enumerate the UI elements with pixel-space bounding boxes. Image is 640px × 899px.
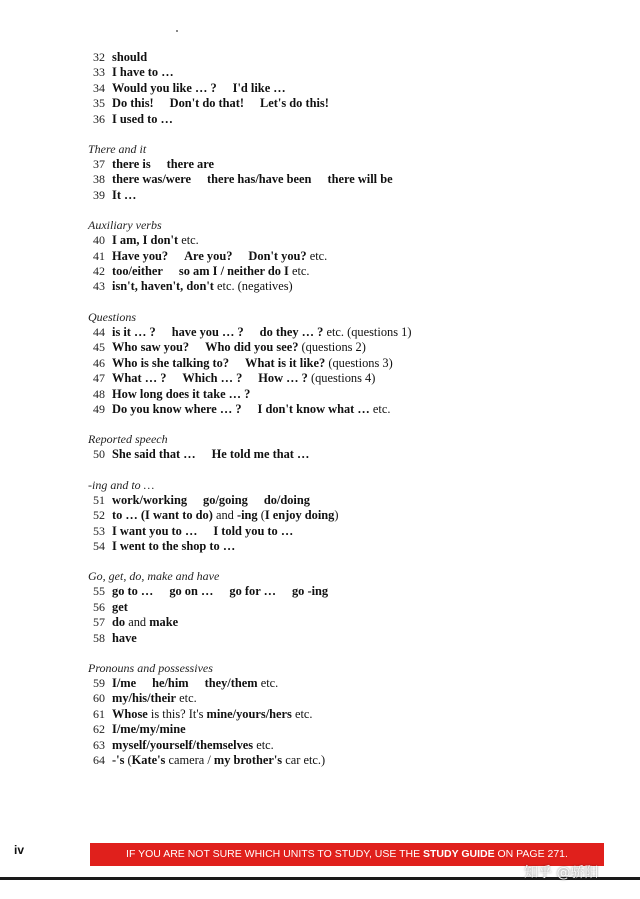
unit-term: I told you to … bbox=[213, 523, 294, 538]
unit-title bbox=[112, 249, 327, 264]
banner-text-after: ON PAGE 271. bbox=[494, 848, 568, 860]
section bbox=[86, 142, 566, 203]
unit-note: etc. bbox=[176, 691, 197, 706]
unit-note: and bbox=[212, 508, 237, 523]
unit-title bbox=[112, 631, 137, 646]
scan-speck bbox=[176, 30, 178, 32]
unit-title bbox=[112, 325, 411, 340]
unit-number: 35 bbox=[93, 96, 105, 111]
unit-number: 58 bbox=[93, 630, 105, 645]
unit-row bbox=[86, 722, 566, 737]
unit-term: I/me bbox=[112, 675, 137, 690]
unit-note: car etc.) bbox=[282, 753, 326, 767]
unit-number: 34 bbox=[93, 80, 105, 95]
unit-term: I used to … bbox=[112, 111, 173, 126]
section bbox=[86, 478, 566, 555]
unit-term: to … (I want to do) bbox=[112, 508, 213, 523]
unit-title bbox=[112, 676, 278, 691]
unit-title bbox=[112, 493, 310, 508]
unit-row bbox=[86, 96, 566, 111]
unit-term: I am, I don't bbox=[112, 233, 179, 248]
unit-term: Don't do that! bbox=[169, 96, 245, 111]
unit-term: What … ? bbox=[112, 371, 167, 386]
unit-row bbox=[86, 65, 566, 80]
unit-title bbox=[112, 387, 250, 402]
unit-title bbox=[112, 356, 393, 371]
unit-term: Whose bbox=[112, 706, 148, 721]
unit-row bbox=[86, 157, 566, 172]
unit-term: Do this! bbox=[112, 96, 154, 111]
unit-note: etc. bbox=[253, 737, 274, 752]
unit-term: It … bbox=[112, 187, 137, 202]
unit-term: I want you to … bbox=[112, 523, 198, 538]
unit-term: What is it like? bbox=[245, 355, 326, 370]
unit-title bbox=[112, 402, 390, 417]
unit-term: Let's do this! bbox=[260, 96, 329, 111]
unit-title bbox=[112, 753, 325, 768]
unit-term: How … ? bbox=[258, 371, 308, 386]
section-heading: There and it bbox=[88, 142, 147, 157]
unit-number: 32 bbox=[93, 50, 105, 64]
unit-number: 41 bbox=[93, 248, 105, 263]
unit-number: 45 bbox=[93, 340, 105, 355]
unit-number: 56 bbox=[93, 599, 105, 614]
banner-text-bold: STUDY GUIDE bbox=[423, 848, 495, 860]
unit-term: so am I / neither do I bbox=[178, 264, 289, 279]
unit-title bbox=[112, 50, 147, 65]
unit-row bbox=[86, 356, 566, 371]
unit-number: 42 bbox=[93, 264, 105, 279]
unit-row bbox=[86, 631, 566, 646]
unit-note: etc. bbox=[306, 248, 328, 263]
unit-term: mine/yours/hers bbox=[206, 706, 292, 721]
section bbox=[86, 50, 566, 127]
unit-note: etc. bbox=[288, 264, 310, 279]
unit-row bbox=[86, 584, 566, 599]
unit-term: I have to … bbox=[112, 65, 174, 80]
unit-term: Would you like … ? bbox=[112, 80, 217, 95]
unit-title bbox=[112, 371, 375, 386]
unit-row bbox=[86, 508, 566, 523]
unit-title bbox=[112, 600, 128, 615]
unit-number: 49 bbox=[93, 401, 105, 416]
unit-term: do they … ? bbox=[259, 324, 324, 339]
unit-row bbox=[86, 112, 566, 127]
unit-note: etc. (negatives) bbox=[213, 279, 293, 294]
unit-term: get bbox=[112, 599, 128, 614]
unit-title bbox=[112, 722, 186, 737]
unit-term: should bbox=[112, 50, 148, 64]
unit-term: I'd like … bbox=[232, 80, 286, 95]
unit-title bbox=[112, 539, 235, 554]
unit-number: 44 bbox=[93, 324, 105, 339]
unit-title bbox=[112, 264, 309, 279]
unit-note: etc. bbox=[257, 675, 279, 690]
unit-note: and bbox=[125, 615, 150, 630]
unit-number: 64 bbox=[93, 753, 105, 767]
unit-title bbox=[112, 157, 214, 172]
unit-term: go to … bbox=[112, 584, 154, 599]
unit-term: I went to the shop to … bbox=[112, 538, 236, 553]
section-heading: Questions bbox=[88, 309, 136, 324]
unit-number: 57 bbox=[93, 615, 105, 630]
section bbox=[86, 661, 566, 768]
unit-title bbox=[112, 584, 328, 599]
section bbox=[86, 432, 566, 462]
unit-note: etc. bbox=[178, 233, 199, 248]
unit-term: have you … ? bbox=[171, 324, 244, 339]
unit-title bbox=[112, 615, 178, 630]
unit-title bbox=[112, 447, 309, 462]
unit-term: I/me/my/mine bbox=[112, 722, 186, 737]
unit-term: my/his/their bbox=[112, 691, 177, 706]
unit-title bbox=[112, 738, 274, 753]
unit-row bbox=[86, 371, 566, 386]
section-heading: Pronouns and possessives bbox=[88, 660, 213, 675]
unit-number: 55 bbox=[93, 584, 105, 599]
unit-number: 60 bbox=[93, 691, 105, 706]
unit-row bbox=[86, 447, 566, 462]
unit-number: 39 bbox=[93, 187, 105, 202]
unit-number: 46 bbox=[93, 355, 105, 370]
unit-term: there is bbox=[112, 157, 151, 172]
unit-number: 59 bbox=[93, 675, 105, 690]
unit-note: (questions 4) bbox=[307, 371, 376, 386]
unit-term: -ing bbox=[236, 508, 258, 523]
unit-title bbox=[112, 691, 197, 706]
unit-row bbox=[86, 539, 566, 554]
unit-term: go for … bbox=[229, 584, 276, 599]
unit-number: 54 bbox=[93, 538, 105, 553]
unit-term: isn't, haven't, don't bbox=[112, 279, 214, 294]
unit-note: ( bbox=[257, 508, 265, 523]
unit-row bbox=[86, 524, 566, 539]
unit-title bbox=[112, 524, 293, 539]
unit-term: they/them bbox=[204, 675, 258, 690]
unit-title bbox=[112, 279, 293, 294]
section-heading: Auxiliary verbs bbox=[88, 218, 162, 233]
unit-number: 51 bbox=[93, 492, 105, 507]
unit-term: Who is she talking to? bbox=[112, 355, 230, 370]
unit-term: Have you? bbox=[112, 248, 169, 263]
unit-term: go -ing bbox=[291, 584, 329, 599]
unit-title bbox=[112, 188, 136, 203]
unit-title bbox=[112, 81, 286, 96]
unit-term: I enjoy doing bbox=[264, 508, 335, 523]
unit-term: make bbox=[149, 615, 179, 630]
section-heading: -ing and to … bbox=[88, 477, 155, 492]
unit-title bbox=[112, 508, 339, 523]
unit-row bbox=[86, 707, 566, 722]
unit-title bbox=[112, 172, 393, 187]
section bbox=[86, 310, 566, 417]
unit-term: my brother's bbox=[213, 753, 283, 767]
unit-row bbox=[86, 753, 566, 768]
unit-term: there has/have been bbox=[207, 172, 312, 187]
unit-number: 53 bbox=[93, 523, 105, 538]
unit-row bbox=[86, 81, 566, 96]
unit-term: is it … ? bbox=[112, 324, 156, 339]
unit-term: Are you? bbox=[184, 248, 233, 263]
unit-title bbox=[112, 233, 199, 248]
unit-term: there are bbox=[166, 157, 215, 172]
unit-term: How long does it take … ? bbox=[112, 386, 251, 401]
unit-row bbox=[86, 172, 566, 187]
unit-row bbox=[86, 264, 566, 279]
unit-number: 47 bbox=[93, 371, 105, 386]
unit-title bbox=[112, 65, 174, 80]
unit-note: ( bbox=[124, 753, 132, 767]
unit-note: etc. bbox=[291, 706, 313, 721]
unit-number: 52 bbox=[93, 508, 105, 523]
unit-number: 63 bbox=[93, 737, 105, 752]
unit-row bbox=[86, 600, 566, 615]
unit-term: I don't know what … bbox=[257, 401, 370, 416]
unit-note: camera / bbox=[165, 753, 214, 767]
unit-term: myself/yourself/themselves bbox=[112, 737, 254, 752]
unit-title bbox=[112, 340, 366, 355]
unit-row bbox=[86, 340, 566, 355]
unit-number: 43 bbox=[93, 279, 105, 294]
unit-number: 37 bbox=[93, 157, 105, 172]
unit-note: (questions 3) bbox=[325, 355, 393, 370]
unit-row bbox=[86, 279, 566, 294]
page-number: iv bbox=[14, 843, 25, 857]
section bbox=[86, 218, 566, 295]
unit-term: He told me that … bbox=[211, 447, 310, 462]
unit-row bbox=[86, 738, 566, 753]
unit-row bbox=[86, 188, 566, 203]
unit-term: too/either bbox=[112, 264, 163, 279]
unit-number: 33 bbox=[93, 65, 105, 80]
unit-row bbox=[86, 691, 566, 706]
unit-row bbox=[86, 233, 566, 248]
unit-row bbox=[86, 387, 566, 402]
unit-term: go on … bbox=[169, 584, 214, 599]
unit-row bbox=[86, 325, 566, 340]
unit-term: go/going bbox=[203, 492, 248, 507]
unit-note: etc. bbox=[369, 401, 391, 416]
section-heading: Reported speech bbox=[88, 432, 168, 447]
unit-term: -'s bbox=[112, 753, 125, 767]
banner-text-before: IF YOU ARE NOT SURE WHICH UNITS TO STUDY, USE THE bbox=[126, 848, 424, 860]
unit-title bbox=[112, 96, 329, 111]
unit-number: 50 bbox=[93, 447, 105, 462]
unit-note: (questions 2) bbox=[298, 340, 366, 355]
unit-row bbox=[86, 493, 566, 508]
unit-row bbox=[86, 615, 566, 630]
unit-row bbox=[86, 676, 566, 691]
unit-number: 61 bbox=[93, 706, 105, 721]
unit-number: 62 bbox=[93, 722, 105, 737]
section-heading: Go, get, do, make and have bbox=[88, 569, 220, 584]
unit-term: Kate's bbox=[131, 753, 166, 767]
contents-list bbox=[86, 50, 566, 783]
unit-row bbox=[86, 249, 566, 264]
section bbox=[86, 569, 566, 646]
unit-term: Who did you see? bbox=[205, 340, 299, 355]
unit-note: is this? It's bbox=[147, 706, 207, 721]
unit-term: there will be bbox=[327, 172, 393, 187]
unit-title bbox=[112, 707, 313, 722]
unit-number: 38 bbox=[93, 172, 105, 187]
watermark: 知乎 @骄阳 bbox=[524, 865, 599, 881]
unit-term: Who saw you? bbox=[112, 340, 190, 355]
unit-row bbox=[86, 50, 566, 65]
unit-number: 40 bbox=[93, 233, 105, 248]
unit-term: Don't you? bbox=[248, 248, 307, 263]
unit-row bbox=[86, 402, 566, 417]
unit-term: do bbox=[112, 615, 126, 630]
unit-term: Do you know where … ? bbox=[112, 401, 242, 416]
unit-term: She said that … bbox=[112, 447, 196, 462]
unit-title bbox=[112, 112, 173, 127]
unit-number: 48 bbox=[93, 386, 105, 401]
unit-term: Which … ? bbox=[182, 371, 243, 386]
unit-term: there was/were bbox=[112, 172, 192, 187]
unit-term: work/working bbox=[112, 492, 188, 507]
unit-term: have bbox=[112, 630, 137, 645]
unit-note: ) bbox=[334, 508, 339, 523]
unit-term: do/doing bbox=[263, 492, 310, 507]
unit-number: 36 bbox=[93, 111, 105, 126]
unit-term: he/him bbox=[152, 675, 189, 690]
unit-note: etc. (questions 1) bbox=[323, 324, 412, 339]
